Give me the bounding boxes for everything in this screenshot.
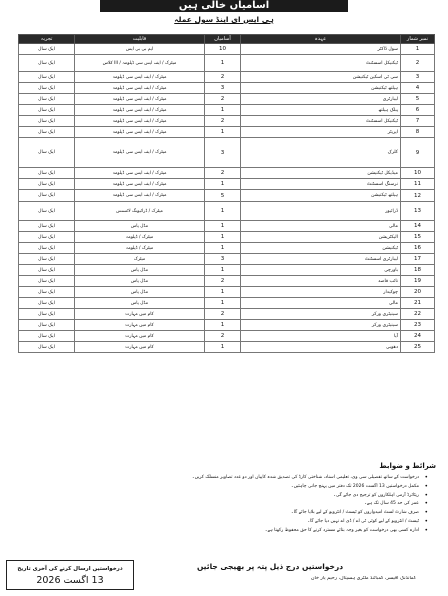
- table-row: [19, 55, 435, 72]
- cell-serial: 14: [401, 221, 435, 232]
- table-row: [19, 105, 435, 116]
- condition-text: ادارہ کسی بھی درخواست کو بغیر وجہ بتائے مسترد کرنے کا حق محفوظ رکھتا ہے۔: [264, 527, 419, 533]
- condition-item: [14, 518, 428, 527]
- condition-item: [14, 483, 428, 492]
- cell-experience: ایک سال: [19, 55, 75, 72]
- cell-serial: 18: [401, 265, 435, 276]
- cell-vacancies: 5: [205, 190, 241, 202]
- cell-serial: 25: [401, 342, 435, 353]
- cell-experience: ایک سال: [19, 116, 75, 127]
- cell-vacancies: 1: [205, 232, 241, 243]
- cell-vacancies: 1: [205, 55, 241, 72]
- cell-serial: 6: [401, 105, 435, 116]
- cell-serial: 10: [401, 168, 435, 179]
- table-row: [19, 254, 435, 265]
- subtitle: ہی ایس ای اینڈ سول عملہ: [174, 15, 274, 24]
- cell-post: نرسنگ اسسٹنٹ: [241, 179, 401, 190]
- cell-vacancies: 3: [205, 254, 241, 265]
- cell-qualification: میٹرک / ایف ایس سی ڈپلومہ / III کلاس: [75, 55, 205, 72]
- header-qualification: قابلیت: [75, 35, 205, 44]
- cell-post: لیبارٹری: [241, 94, 401, 105]
- conditions-list: [14, 474, 428, 536]
- cell-qualification: میٹرک / ایف ایس سی ڈپلومہ: [75, 179, 205, 190]
- cell-experience: ایک سال: [19, 105, 75, 116]
- cell-serial: 22: [401, 309, 435, 320]
- cell-experience: ایک سال: [19, 254, 75, 265]
- table-row: [19, 179, 435, 190]
- cell-experience: ایک سال: [19, 94, 75, 105]
- cell-qualification: میٹرک / ایف ایس سی ڈپلومہ: [75, 94, 205, 105]
- condition-text: ٹیسٹ / انٹرویو کے لیے کوئی ٹی اے / ڈی اے نہیں دیا جائے گا۔: [307, 518, 419, 524]
- cell-vacancies: 1: [205, 221, 241, 232]
- table-row: [19, 331, 435, 342]
- cell-qualification: میٹرک / ایف ایس سی ڈپلومہ: [75, 105, 205, 116]
- cell-post: اپریٹر: [241, 127, 401, 138]
- header-experience: تجربہ: [19, 35, 75, 44]
- table-row: [19, 168, 435, 179]
- cell-qualification: مڈل پاس: [75, 265, 205, 276]
- cell-post: کلرک: [241, 138, 401, 168]
- cell-serial: 20: [401, 287, 435, 298]
- cell-vacancies: 1: [205, 320, 241, 331]
- cell-vacancies: 3: [205, 138, 241, 168]
- cell-serial: 12: [401, 190, 435, 202]
- cell-post: باورچی: [241, 265, 401, 276]
- cell-experience: ایک سال: [19, 232, 75, 243]
- table-row: [19, 265, 435, 276]
- cell-qualification: کام میں مہارت: [75, 320, 205, 331]
- bullet-icon: •: [424, 509, 428, 517]
- condition-item: [14, 500, 428, 509]
- cell-post: لیبارٹری اسسٹنٹ: [241, 254, 401, 265]
- cell-experience: ایک سال: [19, 221, 75, 232]
- cell-experience: ایک سال: [19, 342, 75, 353]
- cell-experience: ایک سال: [19, 298, 75, 309]
- cell-qualification: مڈل پاس: [75, 221, 205, 232]
- cell-serial: 19: [401, 276, 435, 287]
- cell-serial: 7: [401, 116, 435, 127]
- cell-experience: ایک سال: [19, 287, 75, 298]
- header-vacancies: آسامیاں: [205, 35, 241, 44]
- cell-experience: ایک سال: [19, 202, 75, 221]
- cell-qualification: میٹرک: [75, 254, 205, 265]
- cell-experience: ایک سال: [19, 83, 75, 94]
- cell-qualification: میٹرک / ایف ایس سی ڈپلومہ: [75, 127, 205, 138]
- cell-post: سینیٹری ورکر: [241, 320, 401, 331]
- cell-qualification: میٹرک / ڈرائیونگ لائسنس: [75, 202, 205, 221]
- table-row: [19, 276, 435, 287]
- cell-post: ٹیکنیکل اسسٹنٹ: [241, 116, 401, 127]
- cell-qualification: میٹرک / ایف ایس سی ڈپلومہ: [75, 116, 205, 127]
- condition-item: [14, 509, 428, 518]
- cell-vacancies: 1: [205, 265, 241, 276]
- cell-qualification: کام میں مہارت: [75, 331, 205, 342]
- cell-vacancies: 1: [205, 127, 241, 138]
- cell-post: سی ٹی اسکین ٹیکنیشن: [241, 72, 401, 83]
- table-row: [19, 190, 435, 202]
- cell-vacancies: 1: [205, 342, 241, 353]
- cell-post: ہیلتھ ٹیکنیشن: [241, 190, 401, 202]
- header-serial: نمبر شمار: [401, 35, 435, 44]
- cell-post: سول ڈاکٹر: [241, 44, 401, 55]
- cell-post: چوکیدار: [241, 287, 401, 298]
- condition-text: ریٹائرڈ آرمی اہلکاروں کو ترجیح دی جائے گی۔: [333, 492, 419, 498]
- cell-qualification: کام میں مہارت: [75, 342, 205, 353]
- cell-post: مالی: [241, 298, 401, 309]
- cell-post: ٹیکنیشن: [241, 243, 401, 254]
- cell-qualification: مڈل پاس: [75, 287, 205, 298]
- cell-qualification: میٹرک / ایف ایس سی ڈپلومہ: [75, 168, 205, 179]
- condition-item: [14, 474, 428, 483]
- cell-post: دھوبی: [241, 342, 401, 353]
- table-row: [19, 287, 435, 298]
- cell-post: ڈرائیور: [241, 202, 401, 221]
- cell-qualification: میٹرک / ایف ایس سی ڈپلومہ: [75, 138, 205, 168]
- cell-qualification: میٹرک / ایف ایس سی ڈپلومہ: [75, 83, 205, 94]
- cell-vacancies: 2: [205, 72, 241, 83]
- cell-post: ہیلتھ ٹیکنیشن: [241, 83, 401, 94]
- table-header-row: [19, 35, 435, 44]
- cell-vacancies: 1: [205, 179, 241, 190]
- cell-qualification: مڈل پاس: [75, 276, 205, 287]
- table-row: [19, 298, 435, 309]
- condition-item: [14, 527, 428, 536]
- bullet-icon: •: [424, 474, 428, 481]
- table-row: [19, 138, 435, 168]
- cell-qualification: کام میں مہارت: [75, 309, 205, 320]
- cell-post: ٹیکنیکل اسسٹنٹ: [241, 55, 401, 72]
- cell-qualification: مڈل پاس: [75, 298, 205, 309]
- cell-serial: 5: [401, 94, 435, 105]
- cell-serial: 3: [401, 72, 435, 83]
- cell-vacancies: 2: [205, 168, 241, 179]
- cell-serial: 9: [401, 138, 435, 168]
- table-row: [19, 202, 435, 221]
- cell-qualification: میٹرک / ڈپلومہ: [75, 232, 205, 243]
- cell-vacancies: 2: [205, 309, 241, 320]
- cell-serial: 4: [401, 83, 435, 94]
- table-row: [19, 72, 435, 83]
- bullet-icon: •: [424, 500, 428, 508]
- cell-experience: ایک سال: [19, 179, 75, 190]
- table-row: [19, 309, 435, 320]
- banner-title: آسامیاں خالی ہیں: [100, 0, 348, 12]
- cell-serial: 24: [401, 331, 435, 342]
- cell-serial: 2: [401, 55, 435, 72]
- table-row: [19, 342, 435, 353]
- cell-vacancies: 1: [205, 243, 241, 254]
- cell-experience: ایک سال: [19, 276, 75, 287]
- cell-qualification: ایم بی بی ایس: [75, 44, 205, 55]
- cell-post: نائب قاصد: [241, 276, 401, 287]
- cell-vacancies: 2: [205, 116, 241, 127]
- address-title: درخواستیں درج ذیل پتہ پر بھیجی جائیں: [196, 562, 344, 571]
- cell-post: میڈیکل ٹیکنیشن: [241, 168, 401, 179]
- cell-experience: ایک سال: [19, 168, 75, 179]
- table-row: [19, 44, 435, 55]
- cell-serial: 23: [401, 320, 435, 331]
- condition-text: عمر کی حد 45 سال تک ہے۔: [364, 501, 419, 507]
- cell-vacancies: 1: [205, 202, 241, 221]
- table-row: [19, 243, 435, 254]
- cell-experience: ایک سال: [19, 44, 75, 55]
- condition-item: [14, 492, 428, 501]
- cell-serial: 21: [401, 298, 435, 309]
- cell-vacancies: 2: [205, 276, 241, 287]
- table-row: [19, 94, 435, 105]
- deadline-box: [6, 560, 134, 590]
- cell-vacancies: 3: [205, 83, 241, 94]
- cell-serial: 17: [401, 254, 435, 265]
- bullet-icon: •: [424, 526, 428, 534]
- address-line: کمانڈنگ آفیسر، کمبائنڈ ملٹری ہسپتال، رحیم یار خان: [311, 576, 416, 581]
- cell-experience: ایک سال: [19, 265, 75, 276]
- header-post: عہدہ: [241, 35, 401, 44]
- cell-vacancies: 2: [205, 94, 241, 105]
- cell-post: الیکٹریشن: [241, 232, 401, 243]
- table-row: [19, 116, 435, 127]
- cell-serial: 8: [401, 127, 435, 138]
- cell-experience: ایک سال: [19, 127, 75, 138]
- cell-qualification: میٹرک / ایف ایس سی ڈپلومہ: [75, 72, 205, 83]
- conditions-title: شرائط و ضوابط: [379, 462, 436, 470]
- table-row: [19, 221, 435, 232]
- cell-vacancies: 1: [205, 287, 241, 298]
- cell-experience: ایک سال: [19, 309, 75, 320]
- condition-text: درخواست کے ساتھ تفصیلی سی وی، تعلیمی اسناد، شناختی کارڈ کی تصدیق شدہ کاپیاں اور دو عدد تصاویر منسلک کریں۔: [191, 475, 419, 480]
- cell-vacancies: 1: [205, 298, 241, 309]
- cell-serial: 15: [401, 232, 435, 243]
- condition-text: صرف شارٹ لسٹ امیدواروں کو ٹیسٹ / انٹرویو کے لیے بلایا جائے گا۔: [291, 510, 419, 516]
- cell-vacancies: 2: [205, 331, 241, 342]
- cell-serial: 16: [401, 243, 435, 254]
- condition-text: مکمل درخواستیں 13 اگست 2026 تک دفتر میں پہنچ جانی چاہئیں۔: [290, 483, 419, 489]
- deadline-label: درخواستیں ارسال کرنے کی آخری تاریخ: [17, 566, 123, 572]
- vacancies-table: [18, 34, 435, 353]
- cell-post: پبلک ہیلتھ: [241, 105, 401, 116]
- cell-experience: ایک سال: [19, 190, 75, 202]
- bullet-icon: •: [424, 491, 428, 499]
- cell-experience: ایک سال: [19, 138, 75, 168]
- cell-serial: 13: [401, 202, 435, 221]
- table-row: [19, 232, 435, 243]
- table-row: [19, 83, 435, 94]
- cell-qualification: میٹرک / ایف ایس سی ڈپلومہ: [75, 190, 205, 202]
- bullet-icon: •: [424, 517, 428, 525]
- cell-post: مالی: [241, 221, 401, 232]
- cell-qualification: میٹرک / ڈپلومہ: [75, 243, 205, 254]
- cell-experience: ایک سال: [19, 320, 75, 331]
- deadline-date: 13 اگست 2026: [36, 575, 104, 586]
- bullet-icon: •: [424, 482, 428, 490]
- table-row: [19, 320, 435, 331]
- cell-post: سینیٹری ورکر: [241, 309, 401, 320]
- cell-serial: 11: [401, 179, 435, 190]
- cell-serial: 1: [401, 44, 435, 55]
- cell-experience: ایک سال: [19, 72, 75, 83]
- cell-vacancies: 10: [205, 44, 241, 55]
- cell-experience: ایک سال: [19, 331, 75, 342]
- table-row: [19, 127, 435, 138]
- cell-vacancies: 1: [205, 105, 241, 116]
- cell-experience: ایک سال: [19, 243, 75, 254]
- cell-post: آیا: [241, 331, 401, 342]
